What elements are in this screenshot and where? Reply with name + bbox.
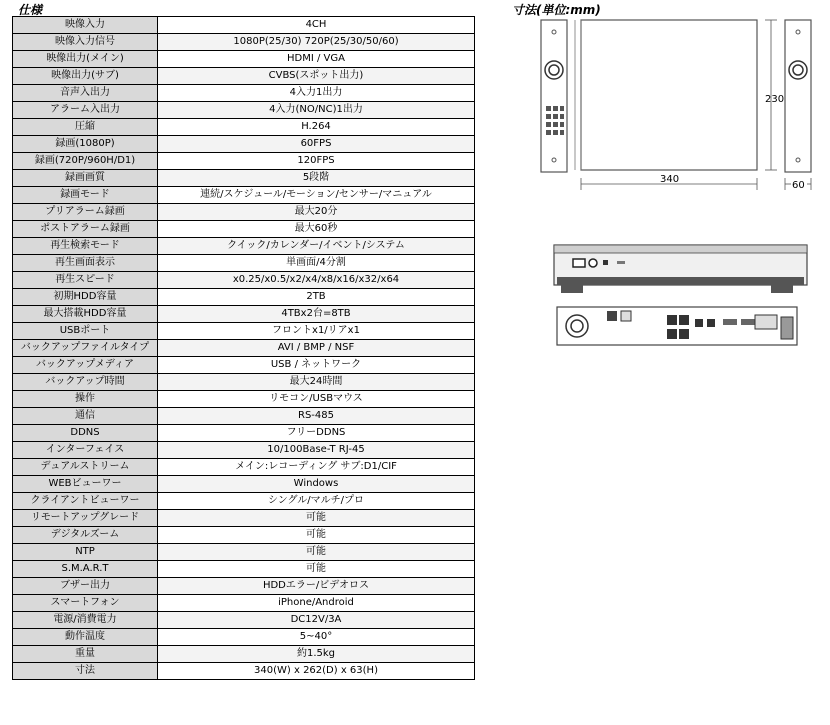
spec-value: 最大20分 xyxy=(158,204,475,221)
spec-row xyxy=(13,272,475,289)
spec-value: 2TB xyxy=(158,289,475,306)
spec-row xyxy=(13,612,475,629)
spec-value: リモコン/USBマウス xyxy=(158,391,475,408)
spec-key: バックアップメディア xyxy=(13,357,158,374)
spec-value: 10/100Base-T RJ-45 xyxy=(158,442,475,459)
spec-key: 通信 xyxy=(13,408,158,425)
spec-value: シングル/マルチ/プロ xyxy=(158,493,475,510)
spec-value: H.264 xyxy=(158,119,475,136)
spec-key: 録画モード xyxy=(13,187,158,204)
spec-value: フリーDDNS xyxy=(158,425,475,442)
spec-row xyxy=(13,663,475,680)
spec-value: 5段階 xyxy=(158,170,475,187)
spec-value: 可能 xyxy=(158,544,475,561)
spec-row xyxy=(13,544,475,561)
spec-value: DC12V/3A xyxy=(158,612,475,629)
spec-key: アラーム入出力 xyxy=(13,102,158,119)
spec-key: 再生画面表示 xyxy=(13,255,158,272)
spec-row xyxy=(13,442,475,459)
spec-value: 連続/スケジュール/モーション/センサー/マニュアル xyxy=(158,187,475,204)
spec-row xyxy=(13,323,475,340)
width-label: 340 xyxy=(660,174,680,185)
spec-key: 音声入出力 xyxy=(13,85,158,102)
front-view-drawing xyxy=(553,243,811,299)
spec-value: HDDエラー/ビデオロス xyxy=(158,578,475,595)
spec-value: AVI / BMP / NSF xyxy=(158,340,475,357)
spec-value: 4入力1出力 xyxy=(158,85,475,102)
spec-row xyxy=(13,306,475,323)
spec-row xyxy=(13,68,475,85)
spec-key: USBポート xyxy=(13,323,158,340)
spec-value: 60FPS xyxy=(158,136,475,153)
right-side-view xyxy=(785,20,811,172)
spec-row xyxy=(13,238,475,255)
spec-value: メイン:レコーディング サブ:D1/CIF xyxy=(158,459,475,476)
spec-row xyxy=(13,51,475,68)
spec-row xyxy=(13,102,475,119)
spec-value: 最大60秒 xyxy=(158,221,475,238)
spec-value: 4入力(NO/NC)1出力 xyxy=(158,102,475,119)
spec-key: リモートアップグレード xyxy=(13,510,158,527)
spec-row xyxy=(13,153,475,170)
depth-label: 60 xyxy=(792,180,805,191)
spec-key: 初期HDD容量 xyxy=(13,289,158,306)
spec-row xyxy=(13,34,475,51)
spec-row xyxy=(13,408,475,425)
spec-value: 単画面/4分割 xyxy=(158,255,475,272)
spec-key: 圧縮 xyxy=(13,119,158,136)
spec-title: 仕様 xyxy=(18,3,43,17)
dimension-title: 寸法(単位:mm) xyxy=(512,3,601,17)
spec-value: 最大24時間 xyxy=(158,374,475,391)
spec-table-body xyxy=(13,17,475,680)
spec-value: フロントx1/リアx1 xyxy=(158,323,475,340)
spec-row xyxy=(13,17,475,34)
spec-key: NTP xyxy=(13,544,158,561)
spec-row xyxy=(13,357,475,374)
spec-value: 可能 xyxy=(158,561,475,578)
spec-value: x0.25/x0.5/x2/x4/x8/x16/x32/x64 xyxy=(158,272,475,289)
spec-key: 録画画質 xyxy=(13,170,158,187)
spec-row xyxy=(13,646,475,663)
spec-key: 映像入力信号 xyxy=(13,34,158,51)
spec-value: 340(W) x 262(D) x 63(H) xyxy=(158,663,475,680)
spec-key: 再生検索モード xyxy=(13,238,158,255)
spec-value: 4TBx2台=8TB xyxy=(158,306,475,323)
rear-view-drawing xyxy=(555,305,800,347)
spec-key: バックアップ時間 xyxy=(13,374,158,391)
spec-row xyxy=(13,136,475,153)
spec-key: インターフェイス xyxy=(13,442,158,459)
spec-key: 操作 xyxy=(13,391,158,408)
spec-value: CVBS(スポット出力) xyxy=(158,68,475,85)
spec-value: iPhone/Android xyxy=(158,595,475,612)
spec-key: 動作温度 xyxy=(13,629,158,646)
spec-row xyxy=(13,629,475,646)
spec-key: WEBビューワー xyxy=(13,476,158,493)
spec-value: RS-485 xyxy=(158,408,475,425)
spec-key: クライアントビューワー xyxy=(13,493,158,510)
spec-key: 再生スピード xyxy=(13,272,158,289)
spec-key: プリアラーム録画 xyxy=(13,204,158,221)
dimension-drawing xyxy=(535,18,825,198)
spec-row xyxy=(13,85,475,102)
left-side-view xyxy=(541,20,567,172)
spec-row xyxy=(13,187,475,204)
top-view xyxy=(575,20,757,170)
spec-value: HDMI / VGA xyxy=(158,51,475,68)
spec-value: 5~40° xyxy=(158,629,475,646)
spec-row xyxy=(13,493,475,510)
spec-table xyxy=(12,16,475,680)
spec-key: 最大搭載HDD容量 xyxy=(13,306,158,323)
spec-key: スマートフォン xyxy=(13,595,158,612)
spec-key: ポストアラーム録画 xyxy=(13,221,158,238)
spec-row xyxy=(13,476,475,493)
spec-row xyxy=(13,578,475,595)
spec-key: 電源/消費電力 xyxy=(13,612,158,629)
spec-key: 重量 xyxy=(13,646,158,663)
spec-value: クイック/カレンダー/イベント/システム xyxy=(158,238,475,255)
spec-row xyxy=(13,459,475,476)
spec-row xyxy=(13,340,475,357)
spec-row xyxy=(13,119,475,136)
spec-row xyxy=(13,527,475,544)
spec-key: デジタルズーム xyxy=(13,527,158,544)
spec-row xyxy=(13,204,475,221)
spec-key: 録画(720P/960H/D1) xyxy=(13,153,158,170)
spec-value: USB / ネットワーク xyxy=(158,357,475,374)
spec-key: S.M.A.R.T xyxy=(13,561,158,578)
spec-row xyxy=(13,170,475,187)
spec-value: 約1.5kg xyxy=(158,646,475,663)
spec-row xyxy=(13,595,475,612)
spec-value: 可能 xyxy=(158,527,475,544)
spec-value: Windows xyxy=(158,476,475,493)
spec-row xyxy=(13,510,475,527)
spec-value: 可能 xyxy=(158,510,475,527)
spec-key: 録画(1080P) xyxy=(13,136,158,153)
spec-key: 寸法 xyxy=(13,663,158,680)
spec-row xyxy=(13,221,475,238)
spec-row xyxy=(13,289,475,306)
spec-key: DDNS xyxy=(13,425,158,442)
spec-row xyxy=(13,425,475,442)
height-label: 230 xyxy=(765,94,785,105)
spec-key: バックアップファイルタイプ xyxy=(13,340,158,357)
spec-value: 1080P(25/30) 720P(25/30/50/60) xyxy=(158,34,475,51)
spec-key: 映像入力 xyxy=(13,17,158,34)
spec-key: デュアルストリーム xyxy=(13,459,158,476)
spec-row xyxy=(13,255,475,272)
spec-value: 120FPS xyxy=(158,153,475,170)
spec-key: 映像出力(メイン) xyxy=(13,51,158,68)
spec-row xyxy=(13,374,475,391)
spec-row xyxy=(13,561,475,578)
spec-key: 映像出力(サブ) xyxy=(13,68,158,85)
spec-key: ブザー出力 xyxy=(13,578,158,595)
spec-value: 4CH xyxy=(158,17,475,34)
spec-row xyxy=(13,391,475,408)
